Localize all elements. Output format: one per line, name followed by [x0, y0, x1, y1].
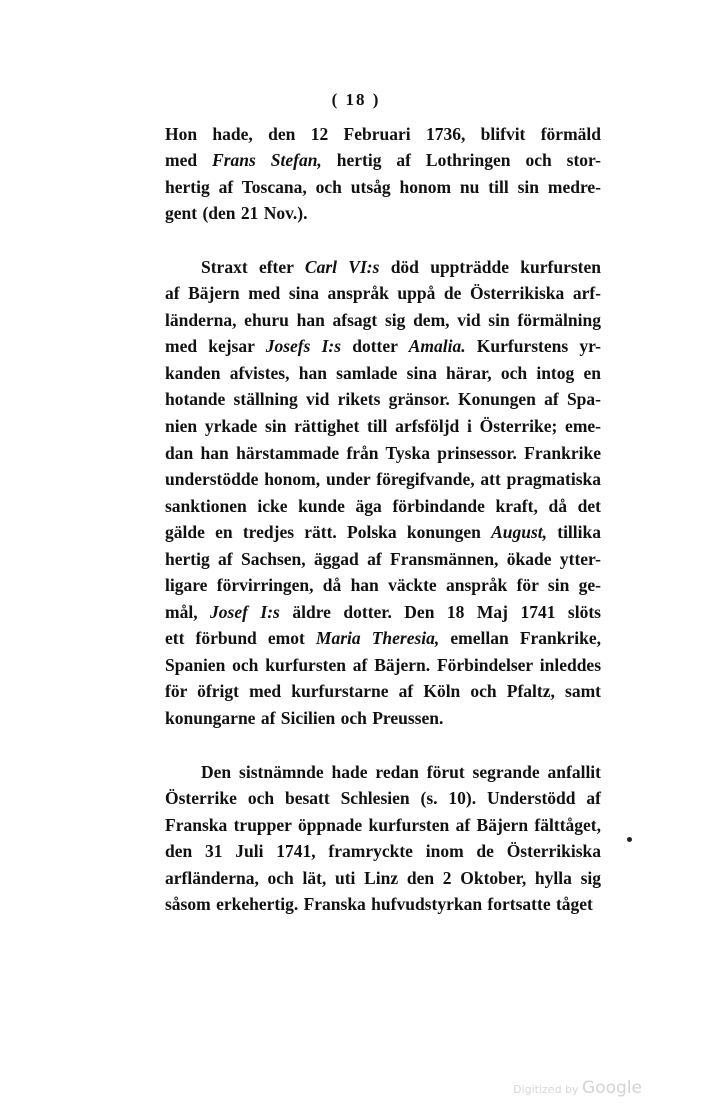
text-segment: äldre dotter. Den 18 Maj 1741 slöts [279, 602, 601, 622]
text-line [165, 333, 601, 359]
text-line [165, 413, 601, 439]
text-segment: länderna, ehuru han afsagt sig dem, vid sin förmälning [165, 310, 601, 330]
text-segment: Franska trupper öppnade kurfursten af Bäjern fälttåget, [165, 815, 601, 835]
text-segment: såsom erkehertig. Franska hufvudstyrkan fortsatte tåget [165, 894, 593, 914]
italic-name: Josef I:s [210, 602, 280, 622]
text-line [165, 254, 601, 280]
text-line [165, 280, 601, 306]
text-segment: dotter [341, 336, 409, 356]
page-number: ( 18 ) [331, 90, 381, 109]
text-line [165, 678, 601, 704]
text-segment: hertig af Sachsen, äggad af Fransmännen, ökade ytter- [165, 549, 601, 569]
text-segment: för öfrigt med kurfurstarne af Köln och Pfaltz, samt [165, 681, 601, 701]
italic-name: Amalia. [408, 336, 466, 356]
text-line [165, 546, 601, 572]
text-line [165, 625, 601, 651]
text-line [165, 174, 601, 200]
watermark [513, 1078, 642, 1098]
text-segment: understödde honom, under föregifvande, att pragmatiska [165, 469, 601, 489]
italic-name: August, [491, 522, 547, 542]
text-segment: Kurfurstens yr- [465, 336, 602, 356]
text-line [165, 865, 601, 891]
ink-speck [627, 837, 632, 842]
italic-name: Carl VI:s [304, 257, 380, 277]
text-line [165, 759, 601, 785]
text-segment: ligare förvirringen, då han väckte anspråk för sin ge- [165, 575, 601, 595]
text-line [165, 812, 601, 838]
text-segment: ett förbund emot [165, 628, 316, 648]
text-segment: af Bäjern med sina anspråk uppå de Österrikiska arf- [165, 283, 601, 303]
text-segment: tillika [547, 522, 601, 542]
text-segment: med kejsar [165, 336, 266, 356]
text-line [165, 519, 601, 545]
text-line [165, 147, 601, 173]
text-line [165, 572, 601, 598]
text-segment: Hon hade, den 12 Februari 1736, blifvit förmäld [165, 124, 601, 144]
text-line [165, 705, 601, 731]
text-segment: sanktionen icke kunde äga förbindande kraft, då det [165, 496, 601, 516]
italic-name: Maria Theresia, [315, 628, 440, 648]
italic-name: Frans Stefan, [212, 150, 322, 170]
text-line [165, 360, 601, 386]
text-segment: död uppträdde kurfursten [379, 257, 601, 277]
text-line [165, 785, 601, 811]
text-segment: hertig af Lothringen och stor- [321, 150, 602, 170]
text-segment: hotande ställning vid rikets gränsor. Konungen af Spa- [165, 389, 601, 409]
text-segment: gälde en tredjes rätt. Polska konungen [165, 522, 492, 542]
text-line [165, 440, 601, 466]
text-segment: mål, [165, 602, 211, 622]
text-segment: Straxt efter [201, 257, 305, 277]
text-segment: arfländerna, och lät, uti Linz den 2 Oktober, hylla sig [165, 868, 601, 888]
text-line [165, 652, 601, 678]
italic-name: Josefs I:s [265, 336, 342, 356]
text-segment: Den sistnämnde hade redan förut segrande anfallit [201, 762, 601, 782]
text-line [165, 599, 601, 625]
text-line [165, 386, 601, 412]
text-segment: Spanien och kurfursten af Bäjern. Förbindelser inleddes [165, 655, 601, 675]
text-line [165, 466, 601, 492]
text-line [165, 307, 601, 333]
text-segment: kanden afvistes, han samlade sina härar, och intog en [165, 363, 601, 383]
text-line [165, 891, 601, 917]
text-segment: konungarne af Sicilien och Preussen. [165, 708, 444, 728]
text-segment: med [165, 150, 213, 170]
text-line [165, 121, 601, 147]
text-line [165, 493, 601, 519]
text-segment: emellan Frankrike, [439, 628, 601, 648]
text-segment: gent (den 21 Nov.). [165, 203, 308, 223]
watermark-brand: Google [582, 1078, 642, 1098]
text-line [165, 838, 601, 864]
text-segment: dan han härstammade från Tyska prinsessor. Frankrike [165, 443, 601, 463]
text-segment: Österrike och besatt Schlesien (s. 10). Understödd af [165, 788, 601, 808]
text-segment: den 31 Juli 1741, framryckte inom de Österrikiska [165, 841, 601, 861]
text-segment: hertig af Toscana, och utsåg honom nu till sin medre- [165, 177, 601, 197]
watermark-prefix: Digitized by [513, 1083, 579, 1096]
text-segment: nien yrkade sin rättighet till arfsföljd i Österrike; eme- [165, 416, 601, 436]
text-line [165, 200, 601, 226]
